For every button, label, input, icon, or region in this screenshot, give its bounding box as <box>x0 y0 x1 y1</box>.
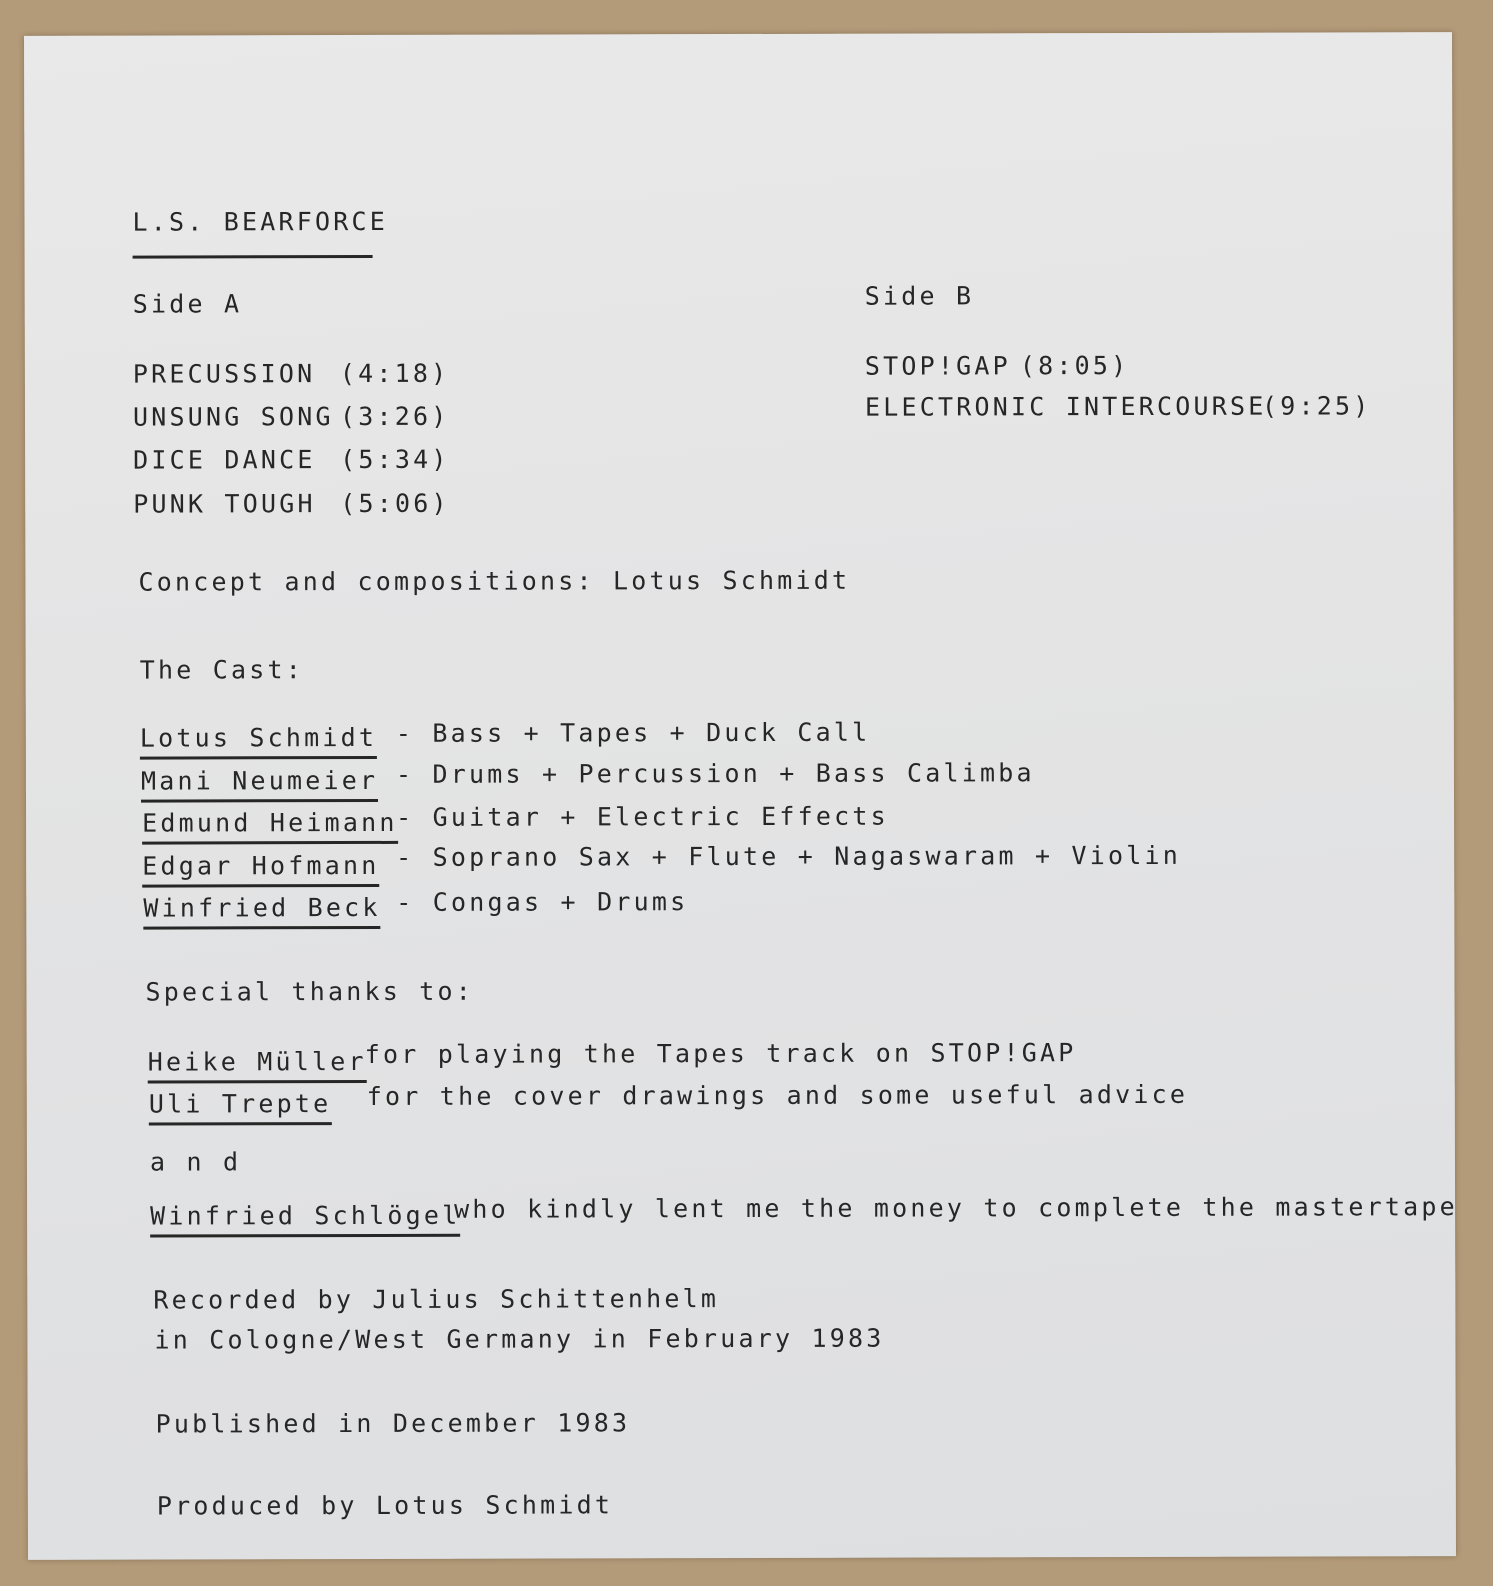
cast-member-role: - Bass + Tapes + Duck Call <box>395 717 871 748</box>
side-b-track-name: ELECTRONIC INTERCOURSE <box>864 391 1267 422</box>
side-a-track-name: PRECUSSION <box>132 359 316 389</box>
side-a-label: Side A <box>132 289 243 319</box>
thanks-person-text: for playing the Tapes track on STOP!GAP <box>364 1038 1077 1069</box>
cast-heading: The Cast: <box>139 655 304 685</box>
published-line: Published in December 1983 <box>155 1408 631 1439</box>
cast-member-role: - Guitar + Electric Effects <box>396 801 889 832</box>
produced-line: Produced by Lotus Schmidt <box>156 1490 614 1521</box>
recorded-line-1: Recorded by Julius Schittenhelm <box>153 1284 720 1315</box>
and-line: a n d <box>149 1147 242 1177</box>
thanks-heading: Special thanks to: <box>145 976 475 1007</box>
side-b-track-time: (9:25) <box>1261 391 1372 421</box>
cast-member-name: Winfried Beck <box>143 893 380 930</box>
cast-member-role: - Congas + Drums <box>396 887 689 917</box>
side-a-track-time: (5:06) <box>340 488 450 519</box>
thanks-last-text: who kindly lent me the money to complete the mastertape <box>454 1192 1458 1224</box>
side-b-label: Side B <box>864 281 975 311</box>
thanks-person-text: for the cover drawings and some useful advice <box>366 1079 1189 1111</box>
side-b-track-name: STOP!GAP <box>864 351 1011 381</box>
recorded-line-2: in Cologne/West Germany in February 1983 <box>154 1323 885 1355</box>
side-a-track-time: (3:26) <box>339 401 450 432</box>
side-a-track-name: UNSUNG SONG <box>132 402 334 432</box>
title-underline <box>132 207 372 259</box>
side-a-track-name: DICE DANCE <box>133 445 316 475</box>
thanks-person-name: Uli Trepte <box>149 1089 332 1125</box>
side-a-track-time: (5:34) <box>340 444 450 475</box>
album-title: L.S. BEARFORCE <box>132 206 389 237</box>
cast-member-name: Mani Neumeier <box>141 766 378 803</box>
thanks-last-name: Winfried Schlögel <box>150 1201 460 1238</box>
concept-line: Concept and compositions: Lotus Schmidt <box>138 565 851 597</box>
side-a-track-name: PUNK TOUGH <box>133 489 316 519</box>
side-b-track-time: (8:05) <box>1019 350 1130 381</box>
cast-member-name: Edgar Hofmann <box>142 851 379 888</box>
cast-member-role: - Drums + Percussion + Bass Calimba <box>395 758 1035 789</box>
thanks-person-name: Heike Müller <box>148 1047 367 1084</box>
cast-member-name: Edmund Heimann <box>142 808 398 845</box>
cast-member-name: Lotus Schmidt <box>140 723 377 760</box>
cast-member-role: - Soprano Sax + Flute + Nagaswaram + Violin <box>396 840 1182 872</box>
side-a-track-time: (4:18) <box>339 358 450 389</box>
liner-note-sheet <box>24 32 1456 1560</box>
